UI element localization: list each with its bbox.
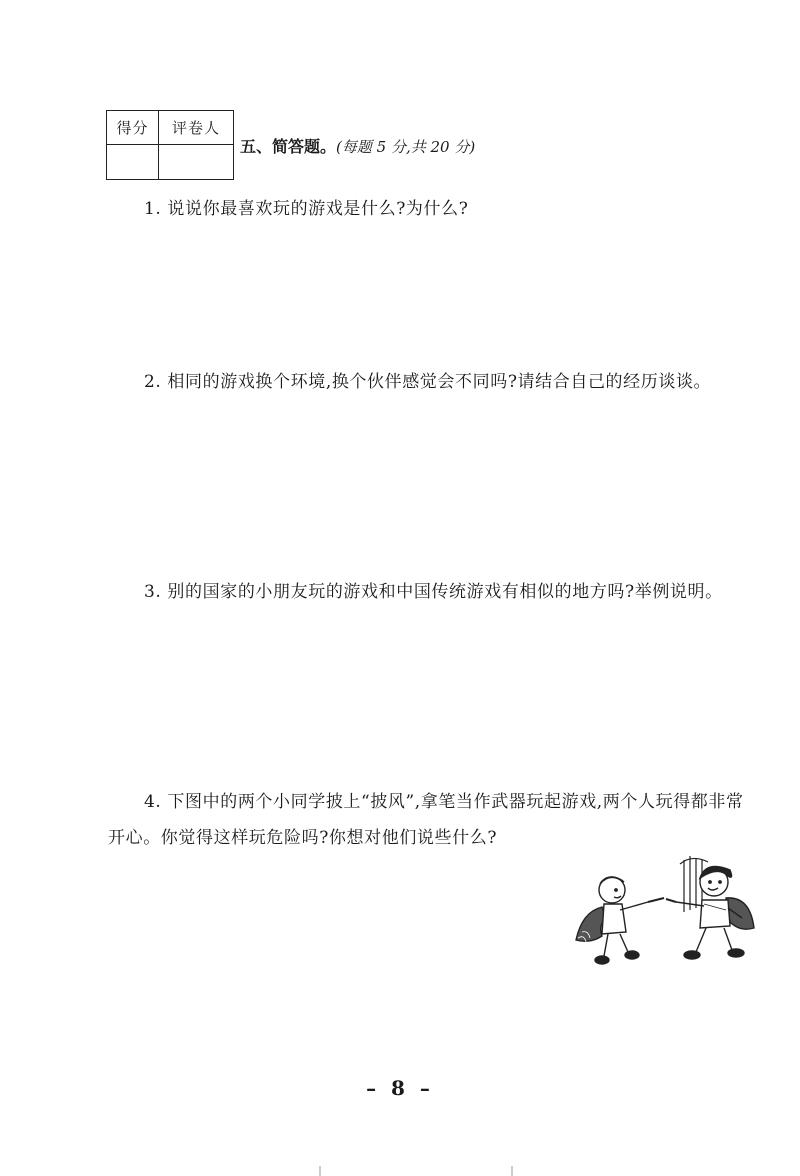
- question-2: 2. 相同的游戏换个环境,换个伙伴感觉会不同吗?请结合自己的经历谈谈。: [144, 372, 712, 392]
- grader-label: 评卷人: [159, 111, 233, 145]
- score-entry-cell[interactable]: [107, 145, 159, 179]
- section-title: [240, 134, 475, 157]
- two-children-playing-with-capes-illustration: [572, 852, 756, 982]
- section-heading: 五、简答题。: [240, 137, 337, 156]
- section-note: (每题 5 分,共 20 分): [336, 138, 476, 156]
- score-box: [106, 110, 234, 180]
- question-3: 3. 别的国家的小朋友玩的游戏和中国传统游戏有相似的地方吗?举例说明。: [144, 582, 723, 602]
- question-4: 4. 下图中的两个小同学披上“披风”,拿笔当作武器玩起游戏,两个人玩得都非常开心。你觉得这样玩危险吗?你想对他们说些什么?: [108, 792, 744, 848]
- binding-marks: [316, 1164, 516, 1176]
- page-number: – 8 –: [366, 1076, 434, 1100]
- grader-entry-cell[interactable]: [159, 145, 233, 179]
- score-label: 得分: [107, 111, 159, 145]
- question-1: 1. 说说你最喜欢玩的游戏是什么?为什么?: [144, 199, 469, 219]
